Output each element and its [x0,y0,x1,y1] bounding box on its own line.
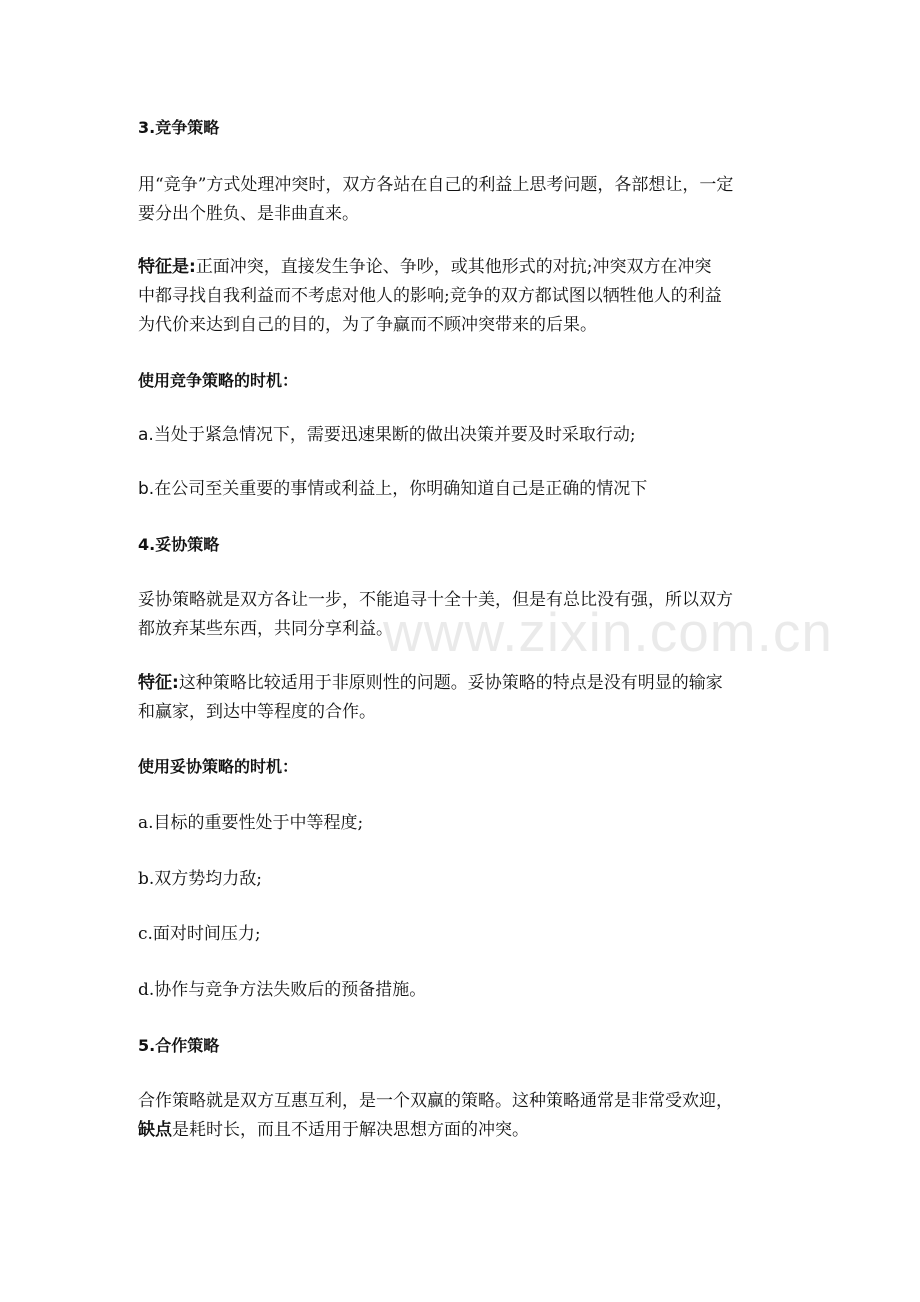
watermark: www.zixin.com.cn [383,601,833,663]
compromise-features-label: 特征: [138,673,179,693]
section-title-compromise: 4.妥协策略 [138,535,220,554]
competition-timing-title: 使用竞争策略的时机： [138,371,299,390]
competition-description-line-2: 要分出个胜负、是非曲直来。 [138,204,359,224]
competition-timing-text-a: 当处于紧急情况下，需要迅速果断的做出决策并要及时采取行动; [153,425,636,445]
competition-timing-prefix-b: b. [138,479,155,499]
compromise-features-line-2: 和赢家，到达中等程度的合作。 [138,702,376,722]
competition-features-line-2: 中都寻找自我利益而不考虑对他人的影响;竞争的双方都试图以牺牲他人的利益 [138,286,722,306]
compromise-description-line-2: 都放弃某些东西，共同分享利益。 [138,619,393,639]
compromise-timing-title: 使用妥协策略的时机： [138,757,299,776]
competition-features-label: 特征是: [138,257,196,277]
competition-timing-item-a [138,420,798,450]
competition-features-text-1: 正面冲突，直接发生争论、争吵，或其他形式的对抗;冲突双方在冲突 [195,257,712,277]
compromise-features-text-1: 这种策略比较适用于非原则性的问题。妥协策略的特点是没有明显的输家 [178,673,723,693]
cooperation-description-line-1: 合作策略就是双方互惠互利，是一个双赢的策略。这种策略通常是非常受欢迎， [138,1091,733,1111]
cooperation-drawback-label: 缺点 [138,1120,172,1140]
competition-description-line-1: 用“竞争”方式处理冲突时，双方各站在自己的利益上思考问题，各部想让，一定 [138,175,734,195]
compromise-timing-item-c: c.面对时间压力; [138,924,261,944]
section-title-competition: 3.竞争策略 [138,118,220,137]
competition-features-line-1 [138,252,798,282]
compromise-timing-item-a: a.目标的重要性处于中等程度; [138,813,364,833]
competition-timing-item-b [138,474,798,504]
compromise-timing-item-b: b.双方势均力敌; [138,869,263,889]
competition-features-line-3: 为代价来达到自己的目的，为了争赢而不顾冲突带来的后果。 [138,315,597,335]
compromise-timing-item-d: d.协作与竞争方法失败后的预备措施。 [138,980,427,1000]
section-title-cooperation: 5.合作策略 [138,1036,220,1055]
compromise-features-line-1 [138,668,798,698]
cooperation-drawback-text: 是耗时长，而且不适用于解决思想方面的冲突。 [172,1120,529,1140]
compromise-description-line-1: 妥协策略就是双方各让一步，不能追寻十全十美，但是有总比没有强，所以双方 [138,590,733,610]
cooperation-description-line-2 [138,1115,798,1145]
competition-timing-prefix-a: a. [138,425,154,445]
competition-timing-text-b: 在公司至关重要的事情或利益上，你明确知道自己是正确的情况下 [154,479,648,499]
